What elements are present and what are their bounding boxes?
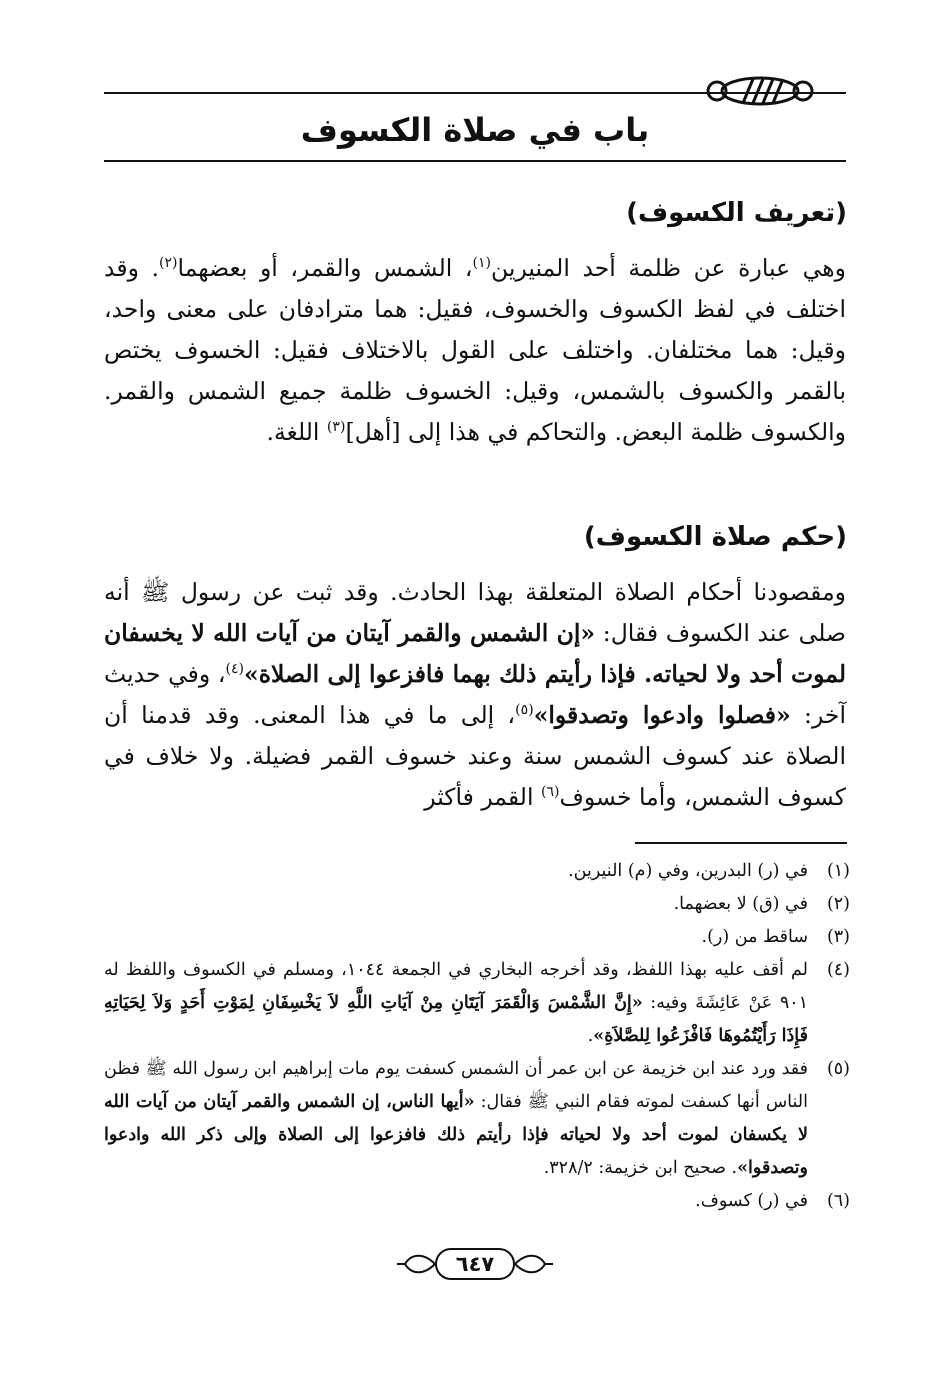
paragraph-definition [104,248,846,453]
footnote-number: (١) [826,861,850,881]
footnote-item [104,1053,850,1185]
footnote-item [104,954,850,1053]
chapter-title: باب في صلاة الكسوف [300,111,650,149]
footnote-text [104,888,808,921]
footnote-item [104,1185,850,1218]
footnotes-list [104,855,850,1218]
footnote-item [104,855,850,888]
page-number: ٦٤٧ [435,1248,515,1280]
text-run: القمر فأكثر [424,783,541,811]
footnote-text [104,1185,808,1218]
header-bottom-rule [104,160,846,162]
footnote-number: (٢) [826,894,850,914]
footnote-text [104,1053,808,1185]
text-run: في (ر) كسوف. [695,1191,808,1211]
text-run: في (ق) لا بعضهما. [673,894,808,914]
footnote-ref: (٣) [326,419,346,436]
footnote-text [104,855,808,888]
footnote-ref: (٤) [225,661,245,678]
hadith-quote: «إِنَّ الشَّمْسَ وَالْقَمَرَ آيَتَانِ مِنْ آيَاتِ اللَّهِ لاَ يَخْسِفَانِ لِمَوْتِ أَحَدٍ وَلاَ لِحَيَاتِهِ فَإِذَا رَأَيْتُمُوهَا فَافْزَعُوا لِلصَّلاَةِ» [104,993,808,1046]
footnote-ref: (٥) [515,702,534,719]
footnote-text [104,921,808,954]
footnote-ref: (٦) [540,784,560,801]
footnote-number: (٥) [826,1059,850,1079]
footnote-separator [635,842,847,844]
text-run: . صحيح ابن خزيمة: ٣٢٨/٢. [543,1158,738,1178]
text-run: لم أقف عليه بهذا اللفظ، وقد أخرجه البخاري في الجمعة ١٠٤٤، ومسلم في الكسوف واللفظ له ٩٠١ عَنْ عَائِشَةَ وفيه: [104,960,809,1013]
text-run: . [587,1026,594,1046]
section-heading-definition: (تعريف الكسوف) [626,198,847,228]
footnote-item [104,921,850,954]
footnote-ref: (١) [472,255,492,272]
footnote-number: (٣) [826,927,850,947]
text-run: ومقصودنا أحكام الصلاة المتعلقة بهذا الحادث. وقد ثبت عن رسول ﷺ أنه صلى عند الكسوف فقال: [104,578,846,647]
section-heading-ruling: (حكم صلاة الكسوف) [583,522,847,552]
text-run: ، الشمس والقمر، أو بعضهما [177,254,473,282]
paragraph-ruling [104,572,846,818]
text-run: وهي عبارة عن ظلمة أحد المنيرين [491,254,846,282]
text-run: ساقط من (ر). [701,927,808,947]
footnote-ref: (٢) [158,255,178,272]
text-run: اللغة. [266,418,327,446]
text-run: في (ر) البدرين، وفي (م) النيرين. [568,861,808,881]
hadith-quote: «أيها الناس، إن الشمس والقمر آيتان من آيات الله لا يكسفان لموت أحد ولا لحياته فإذا رأيتم ذلك فافزعوا إلى الصلاة وإلى ذكر الله وادعوا وتصدقوا» [104,1092,808,1178]
footnote-item [104,888,850,921]
hadith-quote: «إن الشمس والقمر آيتان من آيات الله لا يخسفان لموت أحد ولا لحياته. فإذا رأيتم ذلك بهما فافزعوا إلى الصلاة» [104,619,847,688]
hadith-quote: «فصلوا وادعوا وتصدقوا» [533,701,791,729]
page-number-ornament [395,1244,555,1284]
footnote-text [104,954,808,1053]
text-run: فقد ورد عند ابن خزيمة عن ابن عمر أن الشمس كسفت يوم مات إبراهيم ابن رسول الله ﷺ فظن الناس أنها كسفت لموته فقام النبي ﷺ فقال: [104,1059,808,1112]
footnote-number: (٦) [826,1191,850,1211]
text-run: ، إلى ما في هذا المعنى. وقد قدمنا أن الصلاة عند كسوف الشمس سنة وعند خسوف القمر فضيلة. ولا خلاف في كسوف الشمس، وأما خسوف [104,701,846,811]
footnote-number: (٤) [826,960,850,980]
text-run: ، وفي حديث آخر: [104,660,846,729]
text-run: . وقد اختلف في لفظ الكسوف والخسوف، فقيل: هما مترادفان على معنى واحد، وقيل: هما مختلفان. واختلف على القول بالاختلاف فقيل: الخسوف يختص بالقمر والكسوف بالشمس، وقيل: الخسوف ظلمة جميع الشمس والقمر. والكسوف ظلمة البعض. والتحاكم في هذا إلى [أهل] [104,254,846,446]
header-top-rule [104,92,846,94]
